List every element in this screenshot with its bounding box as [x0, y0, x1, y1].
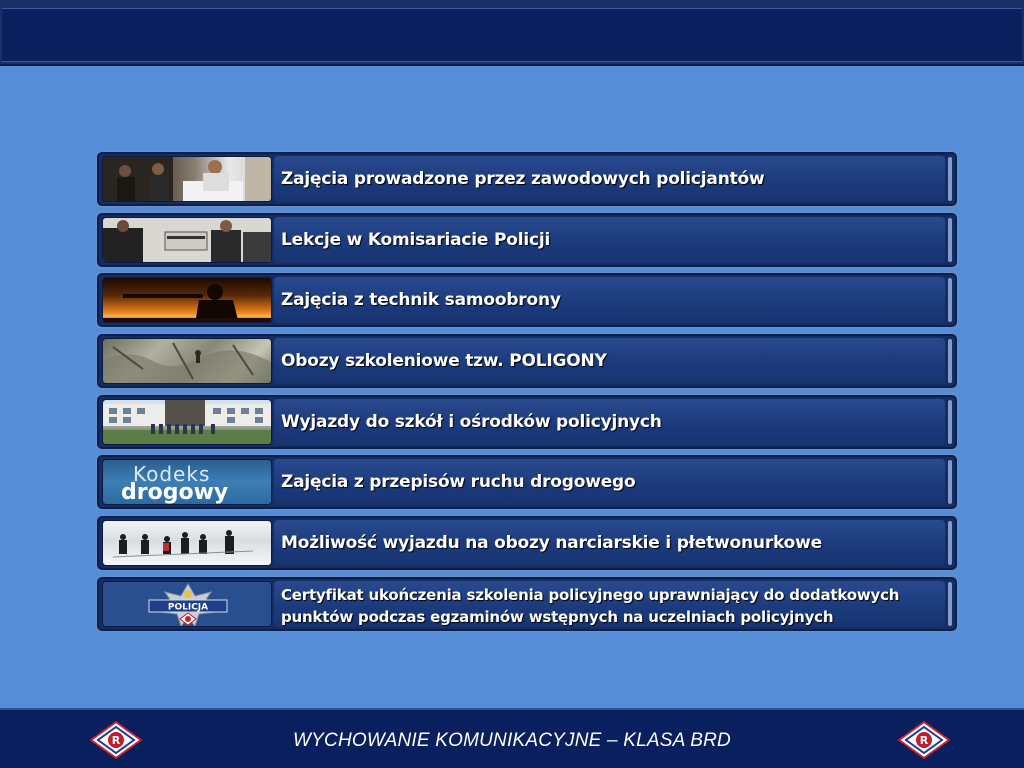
list-item: [96, 333, 958, 389]
police-star-badge-icon: [102, 581, 272, 627]
list-item-label-line2: punktów podczas egzaminów wstępnych na uczelniach policyjnych: [281, 607, 834, 626]
list-item-label: Zajęcia z technik samoobrony: [281, 290, 561, 311]
list-item: [96, 151, 958, 207]
list-item-label: Wyjazdy do szkół i ośrodków policyjnych: [281, 411, 662, 432]
thumb-text-bottom: drogowy: [121, 480, 229, 506]
rock-climbing-photo-icon: [102, 338, 272, 384]
list-item: [96, 454, 958, 510]
thumb-text-top: Kodeks: [133, 462, 211, 487]
logo-letter: R: [111, 734, 121, 747]
list-item: [96, 394, 958, 450]
footer-bar: [0, 708, 1024, 768]
footer-title: WYCHOWANIE KOMUNIKACYJNE – KLASA BRD: [293, 730, 731, 751]
list-item-label-line1: Certyfikat ukończenia szkolenia policyjnego uprawniający do dodatkowych: [281, 585, 900, 604]
list-item: [96, 272, 958, 328]
list-item: [96, 576, 958, 632]
feature-list: [96, 151, 958, 637]
list-item-label: [281, 579, 899, 633]
list-item-label: Lekcje w Komisariacie Policji: [281, 229, 551, 250]
list-item-label: Możliwość wyjazdu na obozy narciarskie i płetwonurkowe: [281, 533, 822, 554]
list-item: [96, 515, 958, 571]
list-item-label: Zajęcia prowadzone przez zawodowych policjantów: [281, 169, 765, 189]
header-bar-inner: [2, 8, 1022, 62]
list-item: [96, 212, 958, 268]
school-building-photo-icon: [102, 399, 272, 445]
self-defense-sunset-photo-icon: [102, 277, 272, 323]
logo-letter: R: [919, 734, 929, 747]
list-item-label: Zajęcia z przepisów ruchu drogowego: [281, 472, 636, 493]
header-bar: [0, 0, 1024, 66]
road-code-book-icon: [102, 459, 272, 505]
skiing-photo-icon: [102, 520, 272, 566]
list-item-label: Obozy szkoleniowe tzw. POLIGONY: [281, 351, 607, 372]
classroom-photo-icon: [102, 156, 272, 202]
brd-logo-icon: [898, 721, 950, 759]
police-station-photo-icon: [102, 217, 272, 263]
badge-text: POLICJA: [167, 602, 209, 613]
